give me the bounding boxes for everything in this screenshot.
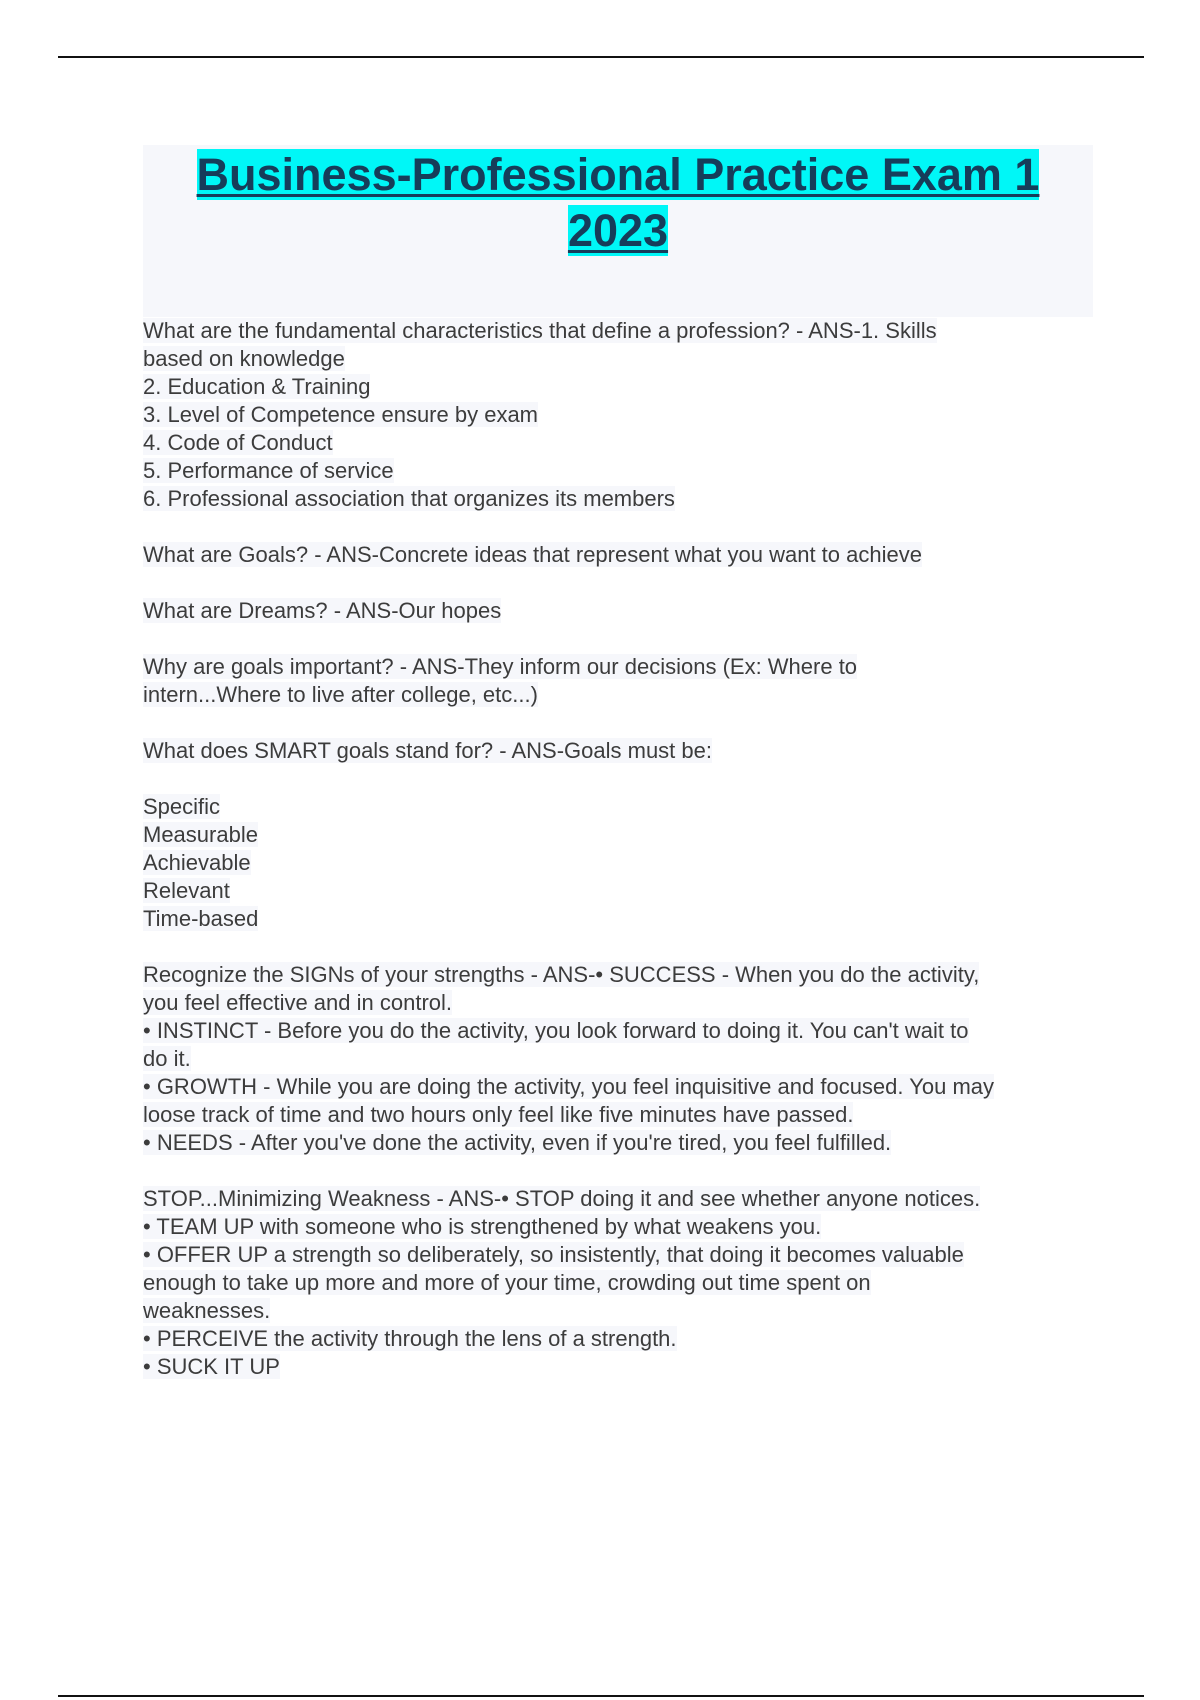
- qa-line-text: Recognize the SIGNs of your strengths - ANS-• SUCCESS - When you do the activity,: [143, 962, 980, 987]
- qa-answer-line: [143, 1353, 1093, 1381]
- qa-line-text: loose track of time and two hours only feel like five minutes have passed.: [143, 1102, 854, 1127]
- qa-line-text: you feel effective and in control.: [143, 990, 453, 1015]
- qa-line-text: intern...Where to live after college, etc...): [143, 682, 538, 707]
- qa-answer-line: [143, 1297, 1093, 1325]
- qa-answer-line: [143, 485, 1093, 513]
- qa-item: [143, 653, 1093, 709]
- qa-line-text: 6. Professional association that organizes its members: [143, 486, 675, 511]
- qa-line-text: • INSTINCT - Before you do the activity, you look forward to doing it. You can't wait to: [143, 1018, 969, 1043]
- qa-answer-line: [143, 401, 1093, 429]
- qa-answer-line: [143, 1325, 1093, 1353]
- page-bottom-rule: [58, 1695, 1144, 1697]
- qa-line-text: • SUCK IT UP: [143, 1354, 280, 1379]
- qa-item: [143, 961, 1093, 1157]
- qa-line-text: Time-based: [143, 906, 259, 931]
- qa-line-text: • GROWTH - While you are doing the activity, you feel inquisitive and focused. You may: [143, 1074, 995, 1099]
- page-top-rule: [58, 56, 1144, 58]
- qa-answer-line: [143, 1213, 1093, 1241]
- qa-answer-line: [143, 905, 1093, 933]
- qa-question-line: [143, 1185, 1093, 1213]
- qa-item: [143, 541, 1093, 569]
- qa-question-line: [143, 961, 1093, 989]
- qa-line-text: 4. Code of Conduct: [143, 430, 333, 455]
- qa-line-text: 5. Performance of service: [143, 458, 394, 483]
- qa-answer-line: [143, 793, 1093, 821]
- document-title-line-1: Business-Professional Practice Exam 1: [196, 149, 1040, 200]
- document-title-line-2: 2023: [567, 205, 669, 256]
- qa-line-text: Achievable: [143, 850, 251, 875]
- qa-line-text: What are the fundamental characteristics that define a profession? - ANS-1. Skills: [143, 318, 937, 343]
- qa-item: [143, 597, 1093, 625]
- qa-answer-line: [143, 849, 1093, 877]
- qa-line-text: • NEEDS - After you've done the activity, even if you're tired, you feel fulfilled.: [143, 1130, 892, 1155]
- qa-question-line: [143, 597, 1093, 625]
- qa-answer-line: [143, 989, 1093, 1017]
- qa-line-text: Why are goals important? - ANS-They inform our decisions (Ex: Where to: [143, 654, 858, 679]
- qa-answer-line: [143, 1073, 1093, 1101]
- qa-line-text: Measurable: [143, 822, 258, 847]
- qa-line-text: weaknesses.: [143, 1298, 271, 1323]
- qa-answer-line: [143, 1241, 1093, 1269]
- qa-list: [143, 317, 1093, 1381]
- qa-answer-line: [143, 457, 1093, 485]
- qa-line-text: • OFFER UP a strength so deliberately, so insistently, that doing it becomes valuable: [143, 1242, 964, 1267]
- qa-answer-line: [143, 373, 1093, 401]
- qa-item: [143, 317, 1093, 513]
- qa-line-text: • PERCEIVE the activity through the lens of a strength.: [143, 1326, 677, 1351]
- blank-line: [143, 765, 1093, 793]
- qa-answer-line: [143, 1101, 1093, 1129]
- qa-line-text: STOP...Minimizing Weakness - ANS-• STOP doing it and see whether anyone notices.: [143, 1186, 981, 1211]
- qa-question-line: [143, 541, 1093, 569]
- qa-line-text: What are Goals? - ANS-Concrete ideas that represent what you want to achieve: [143, 542, 922, 567]
- qa-answer-line: [143, 1269, 1093, 1297]
- qa-question-line: [143, 737, 1093, 765]
- qa-line-text: 2. Education & Training: [143, 374, 371, 399]
- qa-answer-line: [143, 345, 1093, 373]
- qa-line-text: 3. Level of Competence ensure by exam: [143, 402, 539, 427]
- title-block: [143, 145, 1093, 317]
- qa-line-text: What does SMART goals stand for? - ANS-Goals must be:: [143, 738, 712, 763]
- qa-question-line: [143, 653, 1093, 681]
- qa-answer-line: [143, 429, 1093, 457]
- qa-answer-line: [143, 1017, 1093, 1045]
- qa-line-text: enough to take up more and more of your time, crowding out time spent on: [143, 1270, 871, 1295]
- qa-line-text: What are Dreams? - ANS-Our hopes: [143, 598, 502, 623]
- qa-answer-line: [143, 1129, 1093, 1157]
- qa-line-text: Specific: [143, 794, 221, 819]
- qa-answer-line: [143, 1045, 1093, 1073]
- qa-answer-line: [143, 681, 1093, 709]
- qa-answer-line: [143, 821, 1093, 849]
- qa-line-text: Relevant: [143, 878, 230, 903]
- qa-answer-line: [143, 877, 1093, 905]
- qa-line-text: • TEAM UP with someone who is strengthened by what weakens you.: [143, 1214, 822, 1239]
- qa-line-text: based on knowledge: [143, 346, 345, 371]
- qa-item: [143, 1185, 1093, 1381]
- qa-line-text: do it.: [143, 1046, 191, 1071]
- qa-item: [143, 737, 1093, 933]
- qa-question-line: [143, 317, 1093, 345]
- document-body: [143, 145, 1093, 1409]
